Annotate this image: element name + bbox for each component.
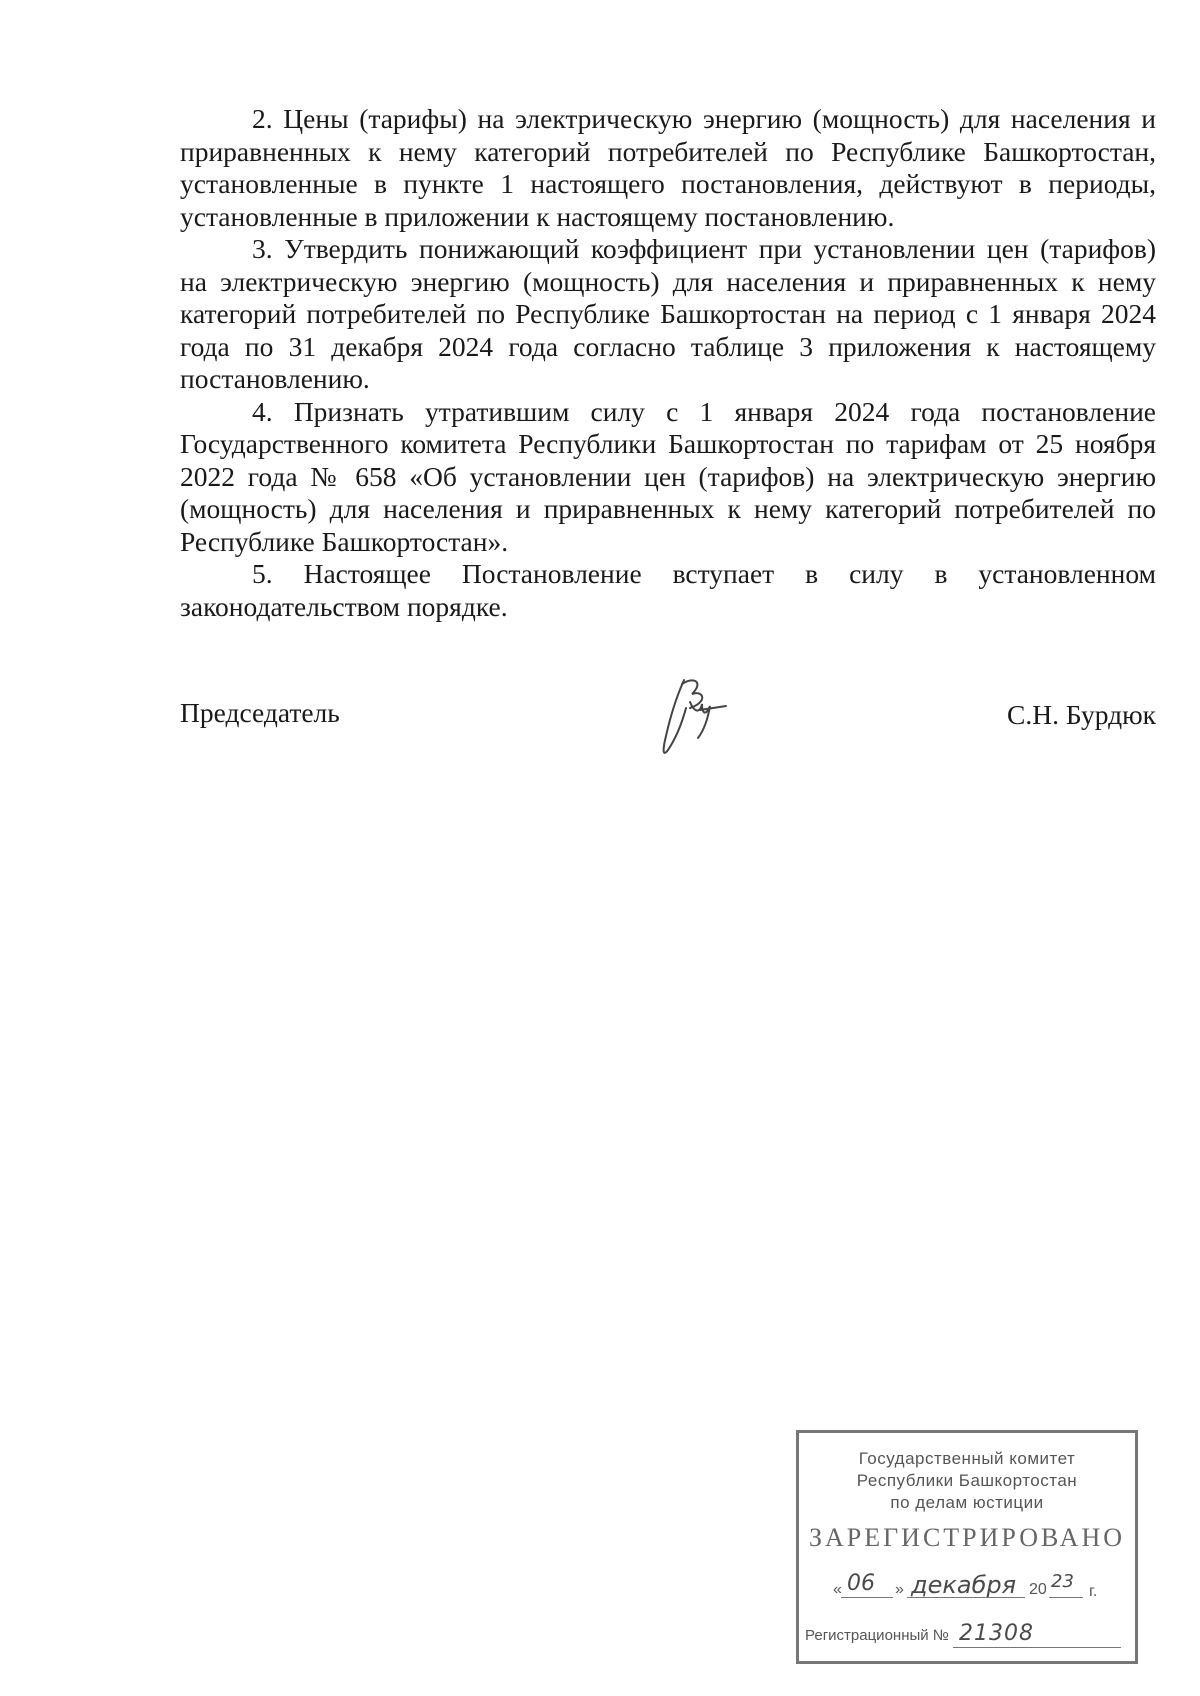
stamp-registered-label: ЗАРЕГИСТРИРОВАНО: [809, 1523, 1125, 1552]
handwritten-signature: [654, 668, 734, 768]
stamp-date-close-quote: »: [895, 1581, 904, 1598]
stamp-date-year-prefix: 20: [1029, 1581, 1047, 1598]
stamp-date-year-line: [1049, 1597, 1083, 1598]
stamp-date-month-line: [907, 1597, 1025, 1598]
stamp-date-month: декабря: [911, 1571, 1017, 1599]
signatory-name: С.Н. Бурдюк: [1007, 699, 1156, 730]
stamp-date-open-quote: «: [833, 1581, 842, 1598]
paragraph-2: 2. Цены (тарифы) на электрическую энергию (мощность) для населения и приравненных к нему категорий потребителей по Республике Башкортостан, установленные в пункте 1 настоящего постановления, действуют в периоды, установленные в приложении к настоящему постановлению.: [180, 103, 1156, 232]
stamp-reg-line: [953, 1647, 1121, 1648]
document-body: [180, 103, 1156, 623]
stamp-line-3: по делам юстиции: [890, 1493, 1044, 1512]
stamp-date-day: 06: [847, 1571, 875, 1596]
stamp-line-1: Государственный комитет: [858, 1449, 1076, 1468]
stamp-date-year-suffix: 23: [1051, 1571, 1074, 1592]
paragraph-3: 3. Утвердить понижающий коэффициент при установлении цен (тарифов) на электрическую энергию (мощность) для населения и приравненных к нему категорий потребителей по Республике Башкортостан на период с 1 января 2024 года по 31 декабря 2024 года согласно таблице 3 приложения к настоящему постановлению.: [180, 233, 1156, 394]
stamp-date-year-unit: г.: [1089, 1583, 1098, 1600]
registration-stamp: [796, 1430, 1138, 1664]
stamp-date: [799, 1571, 1135, 1607]
stamp-date-day-line: [841, 1597, 893, 1598]
stamp-line-2: Республики Башкортостан: [856, 1471, 1078, 1490]
paragraph-5: 5. Настоящее Постановление вступает в силу в установленном законодательством порядке.: [180, 558, 1156, 622]
stamp-reg-label: Регистрационный №: [805, 1627, 949, 1644]
stamp-reg-number: 21308: [959, 1621, 1034, 1646]
signatory-title: Председатель: [180, 697, 340, 728]
paragraph-4: 4. Признать утратившим силу с 1 января 2024 года постановление Государственного комитета Республики Башкортостан по тарифам от 25 ноября 2022 года № 658 «Об установлении цен (тарифов) на электрическую энергию (мощность) для населения и приравненных к нему категорий потребителей по Республике Башкортостан».: [180, 395, 1156, 557]
stamp-registration-number: [805, 1621, 1135, 1651]
